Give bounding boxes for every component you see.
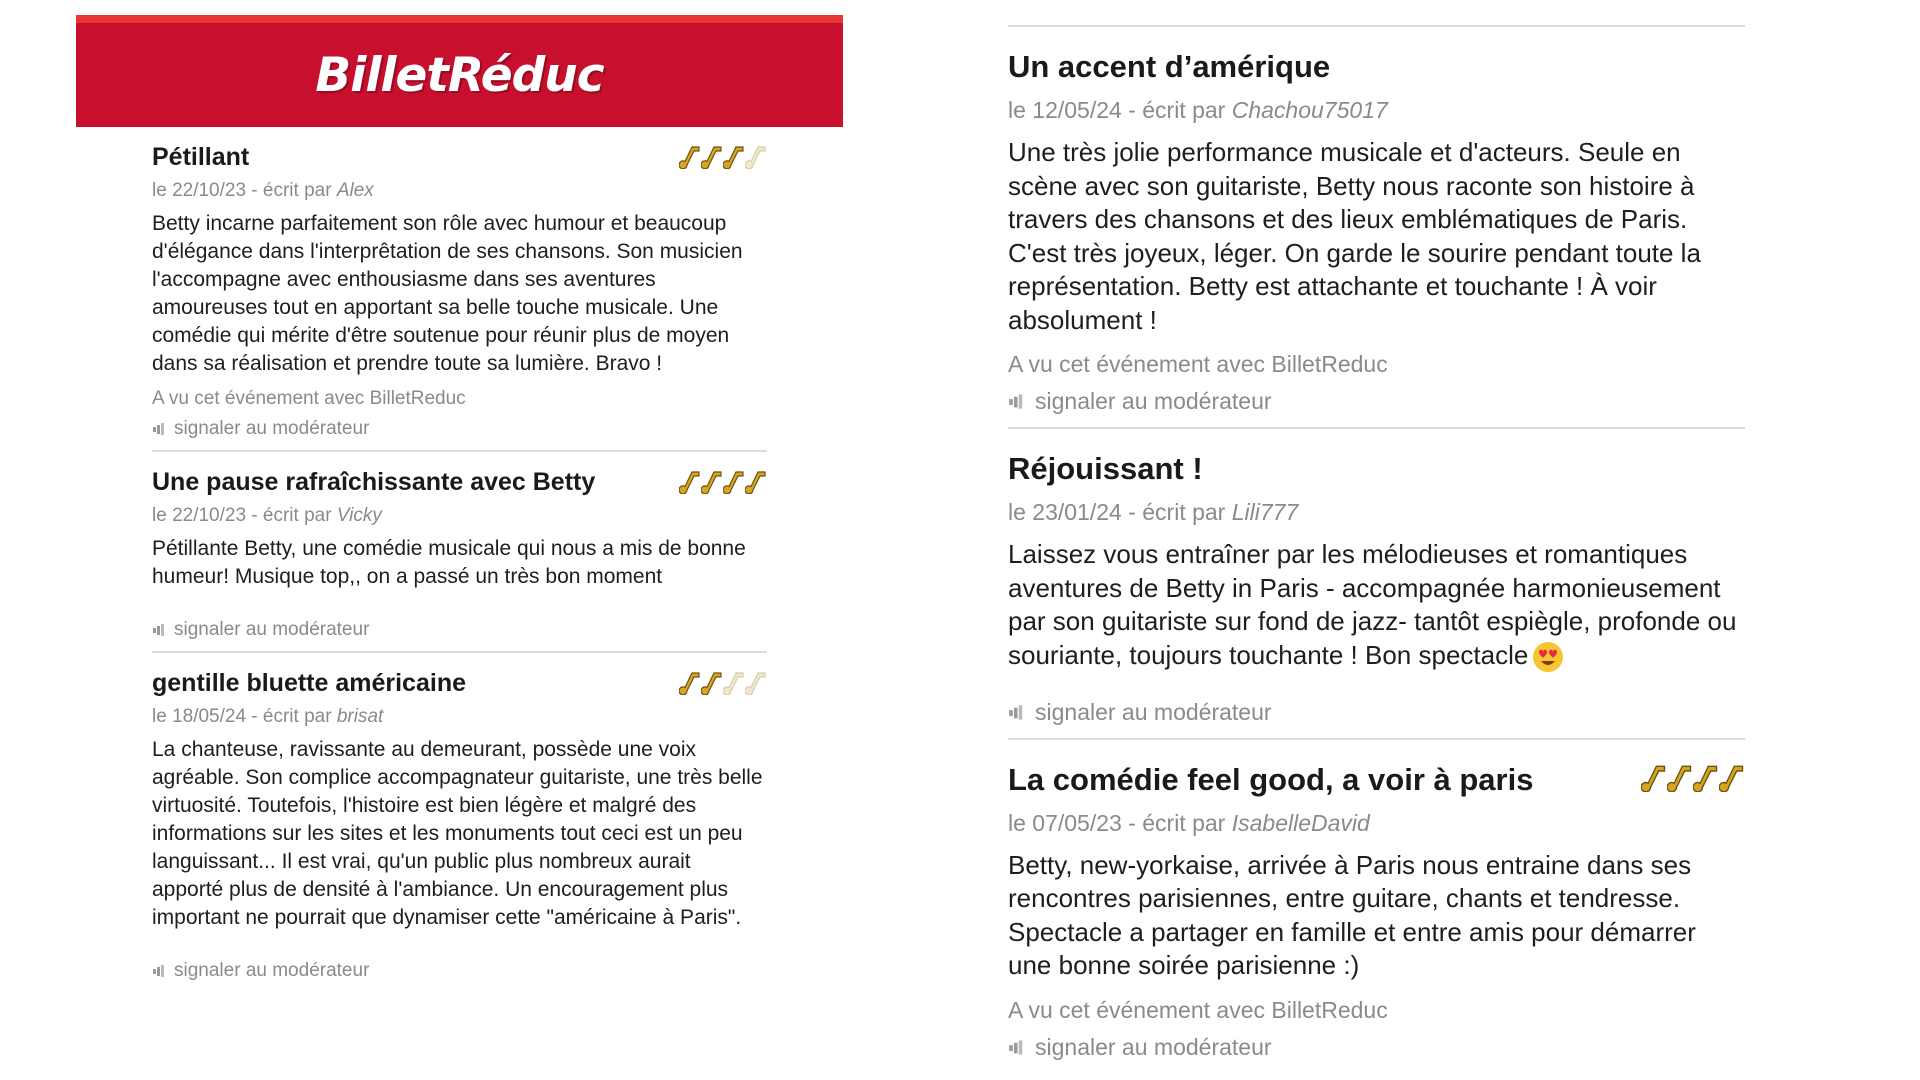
review-body: Betty, new-yorkaise, arrivée à Paris nous entraine dans ses rencontres parisiennes, entre guitare, chants et tendresse. Spectacle a partager en famille et entre amis pour démarrer une bonne soirée parisienne :) [1008, 849, 1696, 981]
seen-with-label: A vu cet événement avec BilletReduc [1008, 996, 1388, 1023]
review-card [1008, 738, 1745, 1073]
review-meta [152, 706, 767, 728]
speaker-icon [152, 422, 168, 436]
musical-note-icon [745, 671, 767, 695]
speaker-icon [152, 964, 168, 978]
review-body: Laissez vous entraîner par les mélodieuses et romantiques aventures de Betty in Paris - accompagnée harmonieusement par son guitariste sur fond de jazz- tantôt espiègle, profonde ou souriante, toujours touchante ! Bon spectacle [1008, 539, 1737, 670]
billetreduc-logo[interactable]: BilletRéduc [315, 47, 604, 103]
musical-note-icon [723, 145, 745, 169]
report-label: signaler au modérateur [174, 418, 370, 439]
review-card [152, 450, 767, 651]
musical-note-icon [723, 470, 745, 494]
musical-note-icon [701, 145, 723, 169]
right-column [1008, 25, 1745, 1073]
review-card [152, 127, 767, 450]
review-meta [152, 180, 767, 202]
seen-with-label: A vu cet événement avec BilletReduc [1008, 351, 1388, 377]
review-title: Réjouissant ! [1008, 451, 1203, 486]
report-link[interactable] [1008, 388, 1745, 415]
report-label: signaler au modérateur [1035, 388, 1272, 414]
musical-note-icon [745, 145, 767, 169]
musical-note-icon [1719, 764, 1745, 792]
review-meta [152, 505, 767, 527]
rating-notes [1641, 764, 1745, 792]
left-column [76, 15, 843, 992]
review-meta [1008, 810, 1745, 837]
review-date: le 22/10/23 - écrit par [152, 180, 337, 201]
review-card [1008, 25, 1745, 427]
speaker-icon [1008, 1039, 1027, 1056]
review-author: Alex [336, 180, 374, 201]
review-author: Lili777 [1231, 499, 1299, 525]
review-title: Une pause rafraîchissante avec Betty [152, 468, 596, 496]
seen-with-label: A vu cet événement avec BilletReduc [152, 388, 466, 409]
musical-note-icon [679, 671, 701, 695]
rating-notes [679, 671, 767, 695]
review-body-wrapper [1008, 538, 1745, 673]
review-body: Une très jolie performance musicale et d'acteurs. Seule en scène avec son guitariste, Betty nous raconte son histoire à travers des chansons et des lieux emblématiques de Paris. C'est très joyeux, léger. On garde le sourire pendant toute la représentation. Betty est attachante et touchante ! À voir absolument ! [1008, 137, 1701, 335]
review-date: le 12/05/24 - écrit par [1008, 97, 1232, 123]
speaker-icon [1008, 704, 1027, 721]
review-author: Chachou75017 [1231, 97, 1388, 123]
review-date: le 18/05/24 - écrit par [152, 706, 337, 727]
review-title: gentille bluette américaine [152, 669, 466, 697]
musical-note-icon [745, 470, 767, 494]
review-card [152, 651, 767, 992]
musical-note-icon [701, 671, 723, 695]
review-author: brisat [336, 706, 384, 727]
report-link[interactable] [152, 418, 767, 440]
smiling-face-with-heart-eyes-emoji [1532, 641, 1564, 673]
review-date: le 23/01/24 - écrit par [1008, 499, 1232, 525]
report-link[interactable] [152, 960, 767, 982]
review-body: La chanteuse, ravissante au demeurant, possède une voix agréable. Son complice accompagnateur guitariste, une très belle virtuosité. Toutefois, l'histoire est bien légère et malgré des informations sur les sites et les monuments tout ceci est un peu languissant... Il est vrai, qu'un public plus nombreux aurait apporté plus de densité à l'ambiance. Un encouragement plus important ne pourrait que dynamiser cette "américaine à Paris". [152, 738, 763, 929]
review-title: Un accent d’amérique [1008, 49, 1331, 84]
report-link[interactable] [1008, 699, 1745, 726]
review-date: le 07/05/23 - écrit par [1008, 809, 1232, 836]
review-meta [1008, 97, 1745, 124]
rating-notes [679, 470, 767, 494]
review-author: Vicky [336, 505, 382, 526]
review-author: IsabelleDavid [1231, 809, 1370, 836]
report-link[interactable] [1008, 1034, 1745, 1061]
report-label: signaler au modérateur [174, 960, 370, 981]
review-card [1008, 427, 1745, 738]
musical-note-icon [701, 470, 723, 494]
report-label: signaler au modérateur [1035, 698, 1272, 725]
musical-note-icon [723, 671, 745, 695]
report-link[interactable] [152, 619, 767, 641]
report-label: signaler au modérateur [174, 619, 370, 640]
musical-note-icon [1667, 764, 1693, 792]
musical-note-icon [679, 470, 701, 494]
musical-note-icon [1693, 764, 1719, 792]
rating-notes [679, 145, 767, 169]
review-meta [1008, 499, 1745, 526]
musical-note-icon [679, 145, 701, 169]
speaker-icon [1008, 393, 1027, 410]
brand-header [76, 15, 843, 127]
report-label: signaler au modérateur [1035, 1033, 1272, 1060]
review-body: Pétillante Betty, une comédie musicale qui nous a mis de bonne humeur! Musique top,, on a passé un très bon moment [152, 537, 746, 588]
review-body: Betty incarne parfaitement son rôle avec humour et beaucoup d'élégance dans l'interprêtation de ses chansons. Son musicien l'accompagne avec enthousiasme dans ses aventures amoureuses tout en apportant sa belle touche musicale. Une comédie qui mérite d'être soutenue pour réunir plus de moyen dans sa réalisation et prendre toute sa lumière. Bravo ! [152, 212, 743, 375]
review-title: Pétillant [152, 143, 250, 171]
musical-note-icon [1641, 764, 1667, 792]
review-title: La comédie feel good, a voir à paris [1008, 761, 1534, 797]
speaker-icon [152, 623, 168, 637]
review-date: le 22/10/23 - écrit par [152, 505, 337, 526]
